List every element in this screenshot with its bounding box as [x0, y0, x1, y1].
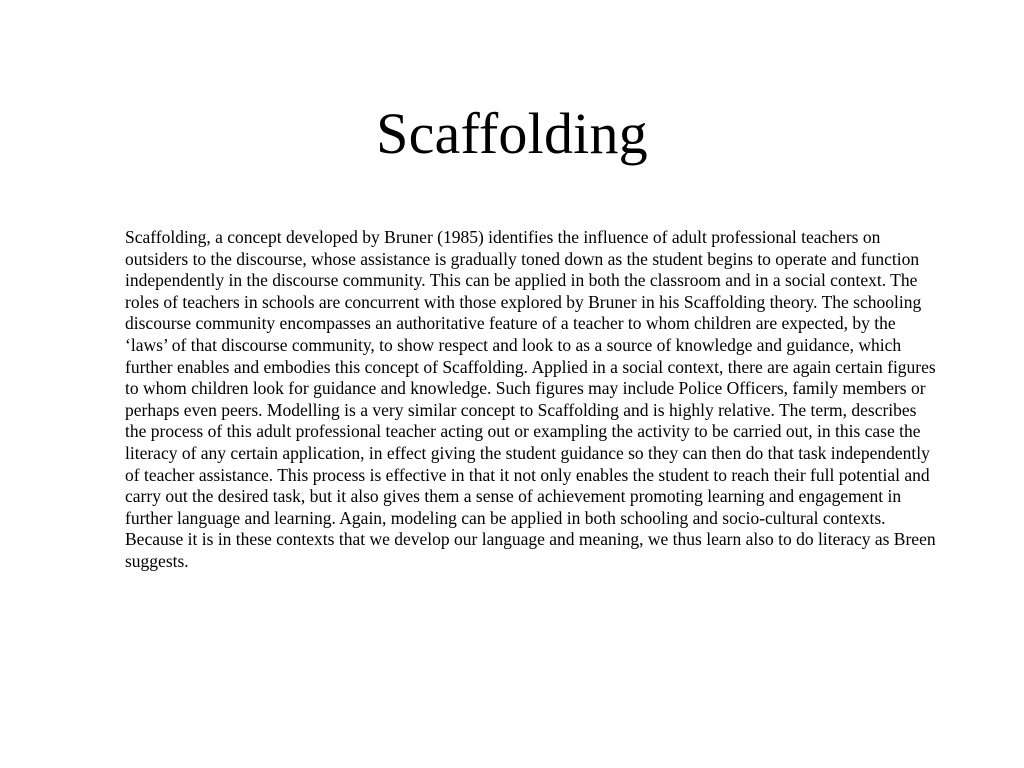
slide-body-text: Scaffolding, a concept developed by Bruner (1985) identifies the influence of adult professional teachers on outsiders to the discourse, whose assistance is gradually toned down as the student begins to operate and function independently in the discourse community. This can be applied in both the classroom and in a social context. The roles of teachers in schools are concurrent with those explored by Bruner in his Scaffolding theory. The schooling discourse community encompasses an authoritative feature of a teacher to whom children are expected, by the ‘laws’ of that discourse community, to show respect and look to as a source of knowledge and guidance, which further enables and embodies this concept of Scaffolding. Applied in a social context, there are again certain figures to whom children look for guidance and knowledge. Such figures may include Police Officers, family members or perhaps even peers. Modelling is a very similar concept to Scaffolding and is highly relative. The term, describes the process of this adult professional teacher acting out or exampling the activity to be carried out, in this case the literacy of any certain application, in effect giving the student guidance so they can then do that task independently of teacher assistance. This process is effective in that it not only enables the student to reach their full potential and carry out the desired task, but it also gives them a sense of achievement promoting learning and engagement in further language and learning. Again, modeling can be applied in both schooling and socio-cultural contexts. Because it is in these contexts that we develop our language and meaning, we thus learn also to do literacy as Breen suggests.	[125, 227, 936, 571]
slide-title: Scaffolding	[376, 101, 648, 166]
